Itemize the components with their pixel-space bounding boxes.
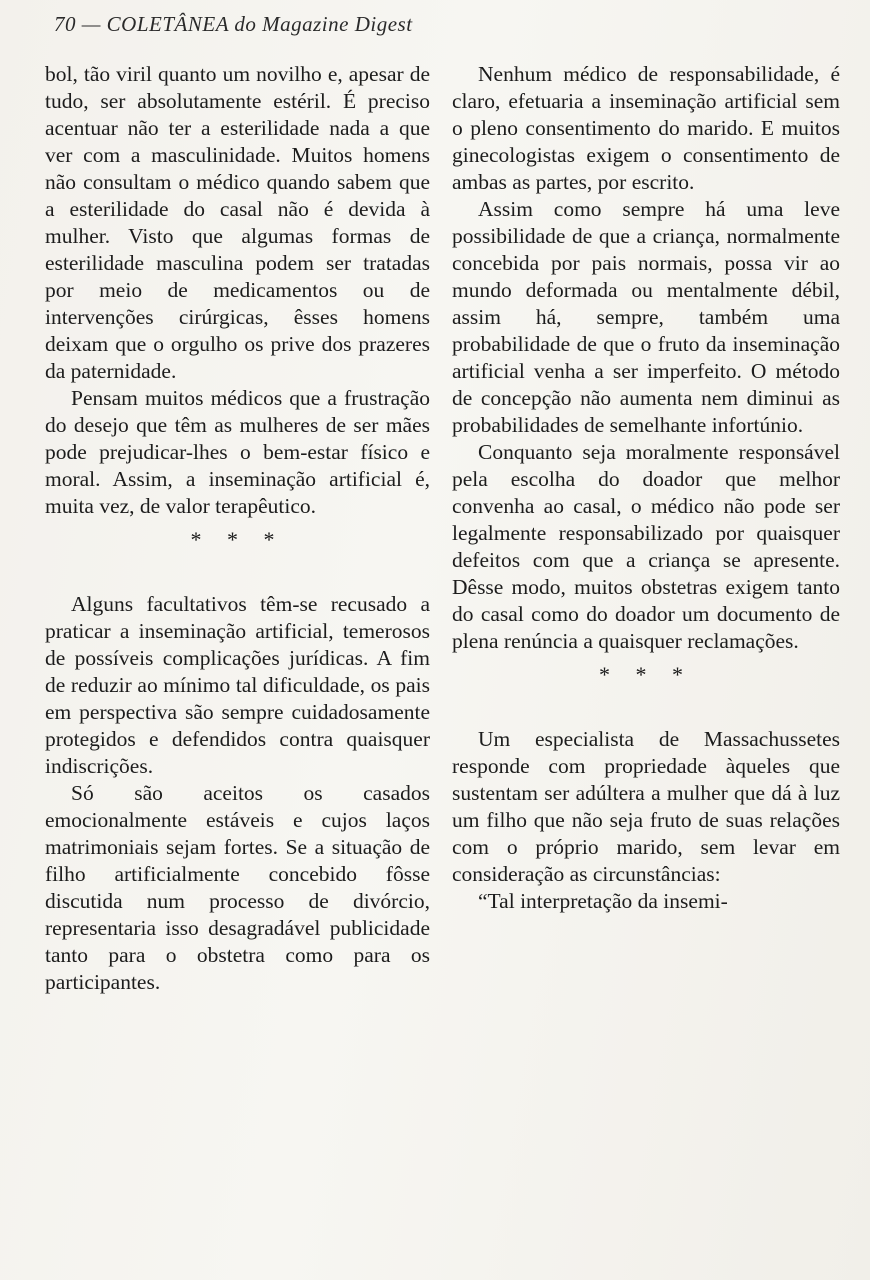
page-number: 70 — [54, 12, 76, 36]
left-paragraph-3: Alguns facultativos têm-se recusado a praticar a inseminação artificial, temerosos de possíveis complicações jurídicas. A fim de reduzir ao mínimo tal dificuldade, os pais em perspectiva são sempre cuidadosamente protegidos e defendidos contra quaisquer indiscrições. — [45, 592, 430, 778]
right-paragraph-1: Nenhum médico de responsabilidade, é claro, efetuaria a inseminação artificial sem o pleno consentimento do marido. E muitos ginecologistas exigem o consentimento de ambas as partes, por escrito. — [452, 62, 840, 194]
section-separator: * * * — [190, 527, 285, 552]
right-paragraph-3: Conquanto seja moralmente responsável pela escolha do doador que melhor convenha ao casal, o médico não pode ser legalmente responsabilizado por quaisquer defeitos com que a criança se apresente. Dêsse modo, muitos obstetras exigem tanto do casal como do doador um documento de plena renúncia a quaisquer reclamações. — [452, 440, 840, 653]
right-paragraph-4: Um especialista de Massachussetes responde com propriedade àqueles que sustentam ser adúltera a mulher que dá à luz um filho que não seja fruto de suas relações com o próprio marido, sem levar em consideração as circunstâncias: — [452, 727, 840, 886]
left-paragraph-1: bol, tão viril quanto um novilho e, apesar de tudo, ser absolutamente estéril. É preciso acentuar não ter a esterilidade nada a que ver com a masculinidade. Muitos homens não consultam o médico quando sabem que a esterilidade do casal não é devida à mulher. Visto que algumas formas de esterilidade masculina podem ser tratadas por meio de medicamentos ou de intervenções cirúrgicas, êsses homens deixam que o orgulho os prive dos prazeres da paternidade. — [45, 62, 430, 383]
left-paragraph-2: Pensam muitos médicos que a frustração do desejo que têm as mulheres de ser mães pode prejudicar-lhes o bem-estar físico e moral. Assim, a inseminação artificial é, muita vez, de valor terapêutico. — [45, 386, 430, 518]
running-title: — COLETÂNEA do Magazine Digest — [81, 12, 413, 36]
running-header — [54, 12, 413, 37]
left-paragraph-4: Só são aceitos os casados emocionalmente estáveis e cujos laços matrimoniais sejam fortes. Se a situação de filho artificialmente concebido fôsse discutida num processo de divórcio, representaria isso desagradável publicidade tanto para o obstetra como para os participantes. — [45, 781, 430, 994]
left-column — [45, 61, 430, 996]
right-paragraph-5: “Tal interpretação da insemi- — [478, 889, 728, 913]
right-paragraph-2: Assim como sempre há uma leve possibilidade de que a criança, normalmente concebida por pais normais, possa vir ao mundo deformada ou mentalmente débil, assim há, sempre, também uma probabilidade de que o fruto da inseminação artificial venha a ser imperfeito. O método de concepção não aumenta nem diminui as probabilidades de semelhante infortúnio. — [452, 197, 840, 437]
section-separator: * * * — [599, 662, 693, 687]
right-column — [452, 61, 840, 915]
